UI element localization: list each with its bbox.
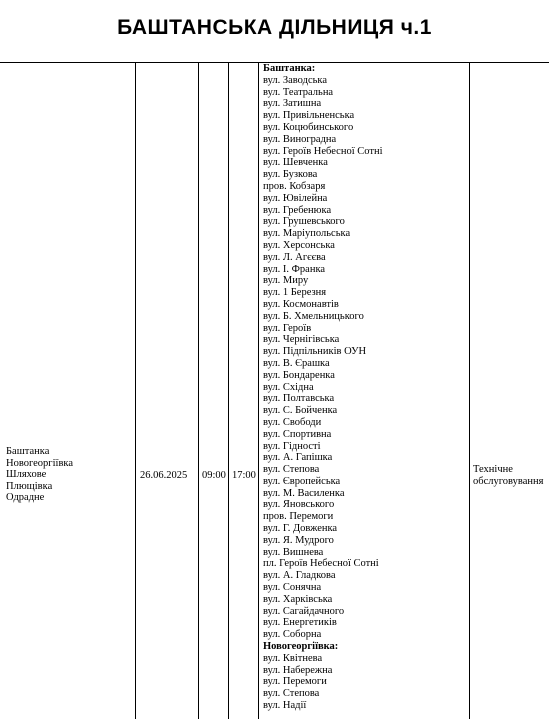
outage-date: 26.06.2025: [140, 470, 188, 481]
street-item: вул. Соборна: [263, 629, 322, 641]
street-item: вул. Полтавська: [263, 393, 335, 405]
street-item: вул. Енергетиків: [263, 617, 337, 629]
street-item: вул. А. Гапішка: [263, 452, 333, 464]
settlements-cell: [6, 446, 131, 504]
street-item: вул. Східна: [263, 381, 314, 393]
street-item: вул. Ювілейна: [263, 192, 328, 204]
column-divider: [198, 63, 199, 719]
street-item: вул. Бондаренка: [263, 369, 335, 381]
street-item: вул. Херсонська: [263, 239, 335, 251]
street-item: вул. Яновського: [263, 499, 335, 511]
column-divider: [228, 63, 229, 719]
street-item: вул. Підпільників ОУН: [263, 346, 367, 358]
street-item: вул. Надії: [263, 700, 307, 712]
street-item: вул. Бузкова: [263, 169, 318, 181]
street-item: вул. А. Гладкова: [263, 570, 336, 582]
street-item: вул. Вишнева: [263, 546, 324, 558]
street-item: вул. Гідності: [263, 440, 321, 452]
street-item: вул. Степова: [263, 464, 320, 476]
street-item: вул. Перемоги: [263, 676, 327, 688]
street-item: вул. Сонячна: [263, 582, 322, 594]
street-item: вул. Героїв Небесної Сотні: [263, 145, 383, 157]
street-item: вул. Заводська: [263, 74, 328, 86]
street-item: вул. Маріупольська: [263, 228, 351, 240]
street-item: вул. Б. Хмельницького: [263, 310, 364, 322]
settlement-name: Новогеоргіївка: [6, 457, 73, 469]
settlement-header: Баштанка:: [263, 63, 316, 74]
street-item: вул. Героїв: [263, 322, 312, 334]
street-item: вул. Харківська: [263, 593, 333, 605]
street-list: [263, 63, 469, 712]
settlement-name: Баштанка: [6, 446, 50, 457]
street-item: пл. Героїв Небесної Сотні: [263, 558, 379, 570]
column-divider: [469, 63, 470, 719]
street-item: вул. Л. Агєєва: [263, 251, 326, 263]
column-divider: [135, 63, 136, 719]
street-item: вул. Європейська: [263, 475, 341, 487]
street-item: вул. Чернігівська: [263, 334, 340, 346]
column-divider: [258, 63, 259, 719]
page-title: БАШТАНСЬКА ДІЛЬНИЦЯ ч.1: [117, 16, 432, 39]
street-item: вул. Грушевського: [263, 216, 345, 228]
street-item: вул. Я. Мудрого: [263, 534, 334, 546]
street-item: вул. Шевченка: [263, 157, 328, 169]
outage-reason: Технічне обслуговування: [473, 464, 544, 487]
street-item: вул. Космонавтів: [263, 298, 339, 310]
settlement-name: Шляхове: [6, 469, 47, 480]
street-item: вул. Затишна: [263, 98, 322, 110]
street-item: вул. Театральна: [263, 86, 334, 98]
street-item: вул. І. Франка: [263, 263, 326, 275]
street-item: вул. В. Єрашка: [263, 357, 330, 369]
settlement-name: Плющівка: [6, 480, 53, 492]
street-item: вул. Гребенюка: [263, 204, 332, 216]
street-item: вул. Привільненська: [263, 110, 355, 122]
street-item: вул. Виноградна: [263, 133, 337, 145]
street-item: вул. С. Бойченка: [263, 405, 338, 417]
street-item: вул. Квітнева: [263, 652, 323, 664]
street-item: вул. Степова: [263, 688, 320, 700]
street-item: вул. Свободи: [263, 416, 322, 428]
street-item: пров. Перемоги: [263, 511, 334, 523]
street-item: пров. Кобзаря: [263, 180, 326, 192]
start-time: 09:00: [202, 470, 226, 481]
end-time: 17:00: [232, 470, 256, 481]
street-item: вул. 1 Березня: [263, 287, 327, 299]
street-item: вул. М. Василенка: [263, 487, 345, 499]
street-item: вул. Коцюбинського: [263, 121, 354, 133]
settlement-header: Новогеоргіївка:: [263, 641, 339, 653]
street-item: вул. Набережна: [263, 664, 333, 676]
street-item: вул. Миру: [263, 275, 309, 287]
street-item: вул. Г. Довженка: [263, 523, 338, 535]
settlement-name: Одрадне: [6, 492, 45, 503]
street-item: вул. Сагайдачного: [263, 605, 345, 617]
street-item: вул. Спортивна: [263, 428, 332, 440]
